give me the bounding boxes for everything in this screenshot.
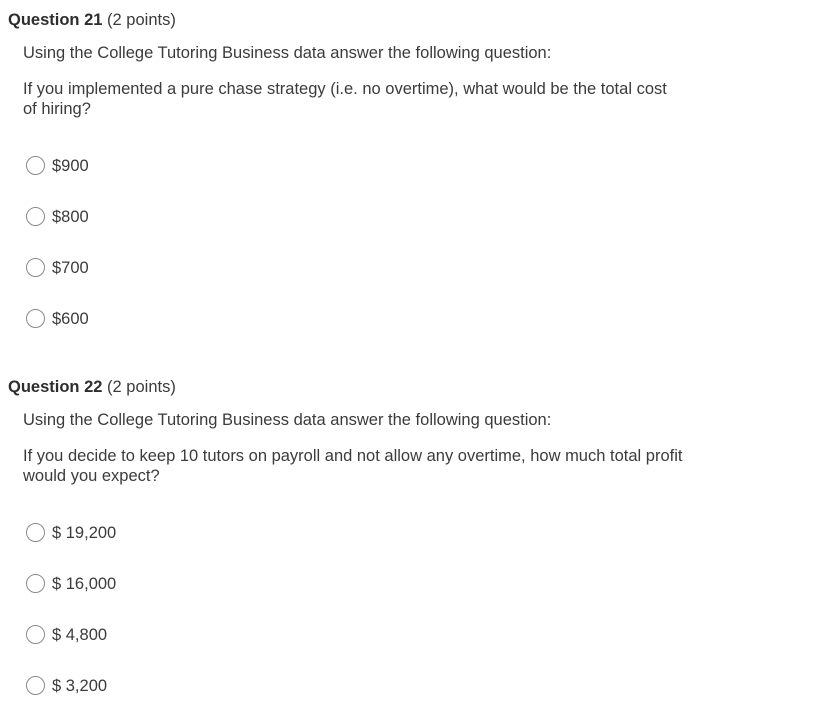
- answer-option[interactable]: [26, 660, 116, 711]
- question-header: [8, 376, 176, 398]
- answer-option[interactable]: [26, 242, 89, 293]
- question-text: If you decide to keep 10 tutors on payroll and not allow any overtime, how much total profit would you expect?: [23, 447, 683, 485]
- answer-option[interactable]: [26, 293, 89, 344]
- question-text: If you implemented a pure chase strategy (i.e. no overtime), what would be the total cost of hiring?: [23, 80, 667, 118]
- answer-option-label[interactable]: $ 16,000: [52, 574, 117, 593]
- question-intro: Using the College Tutoring Business data answer the following question:: [23, 44, 552, 62]
- answer-option-label[interactable]: $600: [52, 309, 89, 328]
- radio-button[interactable]: [26, 207, 45, 226]
- radio-button[interactable]: [26, 574, 45, 593]
- answer-option[interactable]: [26, 140, 89, 191]
- answer-option-label[interactable]: $700: [52, 258, 89, 277]
- question-number: Question 22: [8, 378, 103, 396]
- question-header: [8, 9, 176, 31]
- question-number: Question 21: [8, 11, 103, 29]
- radio-button[interactable]: [26, 309, 45, 328]
- radio-button[interactable]: [26, 523, 45, 542]
- answer-option-label[interactable]: $ 19,200: [52, 523, 117, 542]
- radio-button[interactable]: [26, 258, 45, 277]
- question-intro: Using the College Tutoring Business data answer the following question:: [23, 411, 552, 429]
- answer-option-label[interactable]: $800: [52, 207, 89, 226]
- radio-button[interactable]: [26, 676, 45, 695]
- radio-button[interactable]: [26, 156, 45, 175]
- question-points: (2 points): [107, 11, 176, 29]
- answer-option[interactable]: [26, 507, 116, 558]
- question-points: (2 points): [107, 378, 176, 396]
- answer-options: [26, 140, 89, 344]
- answer-option-label[interactable]: $900: [52, 156, 89, 175]
- answer-option[interactable]: [26, 558, 116, 609]
- answer-option-label[interactable]: $ 3,200: [52, 676, 108, 695]
- answer-option[interactable]: [26, 191, 89, 242]
- radio-button[interactable]: [26, 625, 45, 644]
- answer-option-label[interactable]: $ 4,800: [52, 625, 108, 644]
- answer-option[interactable]: [26, 609, 116, 660]
- answer-options: [26, 507, 116, 711]
